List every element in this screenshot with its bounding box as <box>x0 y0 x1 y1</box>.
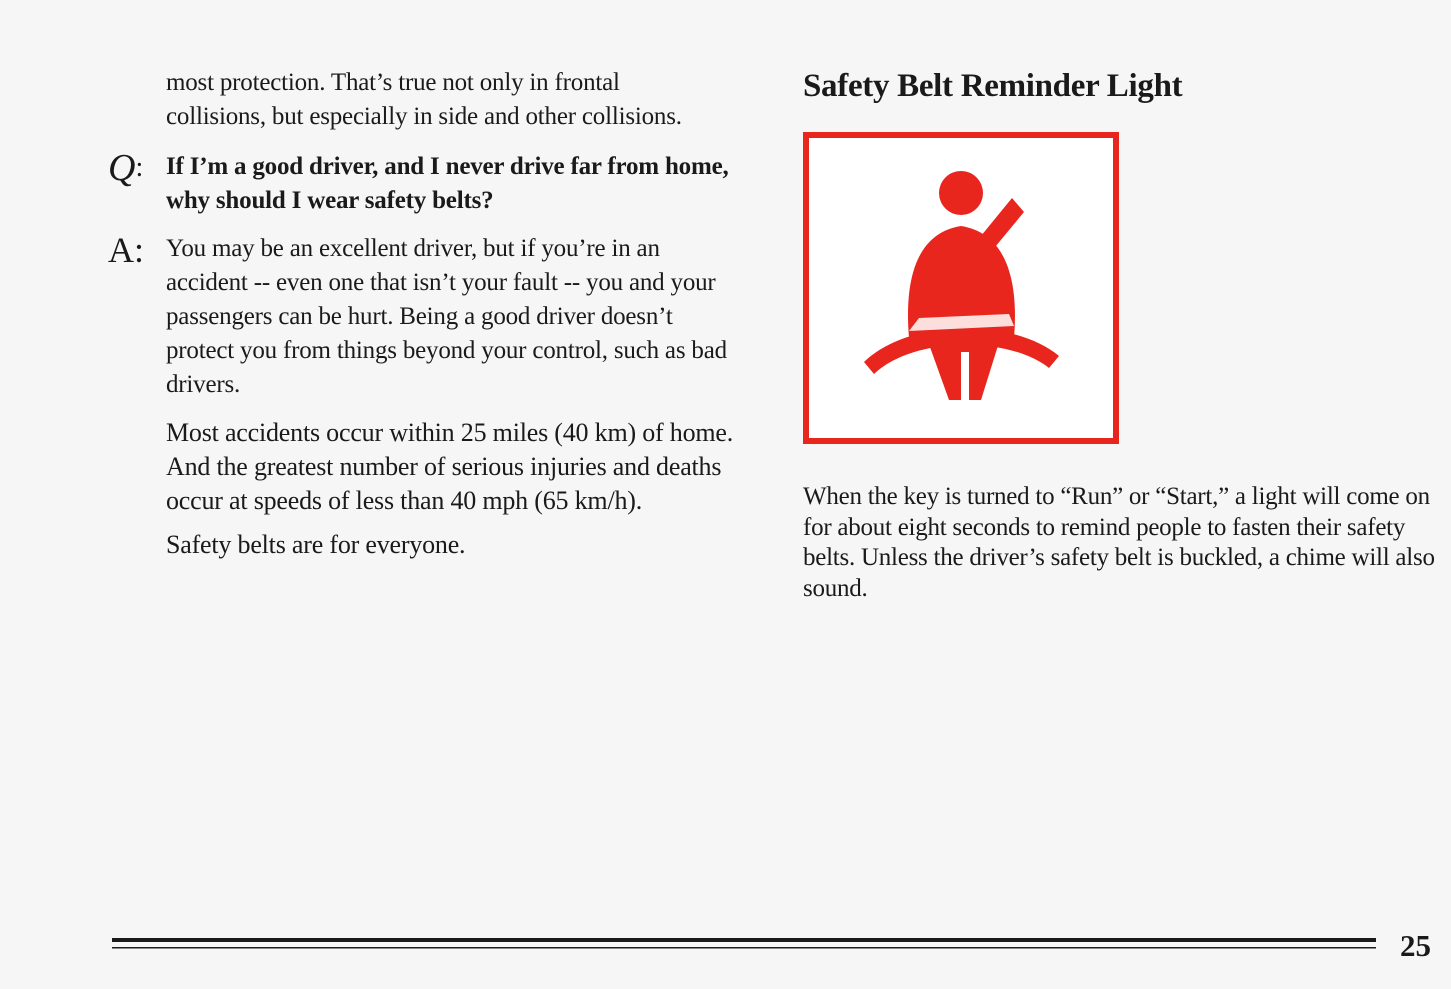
question-marker <box>108 148 143 192</box>
intro-paragraph: most protection. That’s true not only in frontal collisions, but especially in side and other collisions. <box>166 69 682 130</box>
answer-text: You may be an excellent driver, but if you’re in an accident -- even one that isn’t your fault -- you and your passengers can be hurt. Being a good driver doesn’t protect you from things beyond your control, such as bad drivers. <box>166 235 727 398</box>
seat-belt-figure <box>864 171 1059 400</box>
seat-belt-reminder-icon <box>809 138 1113 438</box>
question-marker-letter: Q <box>108 147 136 189</box>
answer-block <box>108 230 756 402</box>
question-marker-colon: : <box>135 152 144 183</box>
answer-marker: A: <box>108 230 144 270</box>
footer-rule <box>112 934 1376 952</box>
followup-paragraph: Most accidents occur within 25 miles (40 km) of home. And the greatest number of serious injuries and deaths occur at speeds of less than 40 mph (65 km/h). <box>166 418 734 515</box>
page-number: 25 <box>1400 928 1431 963</box>
reminder-description: When the key is turned to “Run” or “Start,” a light will come on for about eight seconds to remind people to fasten their safety belts. Unless the driver’s safety belt is buckled, a chime will also sound. <box>803 483 1435 602</box>
figure-head <box>939 171 983 215</box>
right-column <box>803 64 1443 629</box>
question-block <box>108 147 756 218</box>
left-column <box>108 66 756 562</box>
seat-belt-reminder-icon-frame <box>803 132 1119 444</box>
question-text: If I’m a good driver, and I never drive far from home, why should I wear safety belts? <box>166 153 729 214</box>
closing-paragraph: Safety belts are for everyone. <box>166 530 466 559</box>
section-heading: Safety Belt Reminder Light <box>803 68 1183 104</box>
